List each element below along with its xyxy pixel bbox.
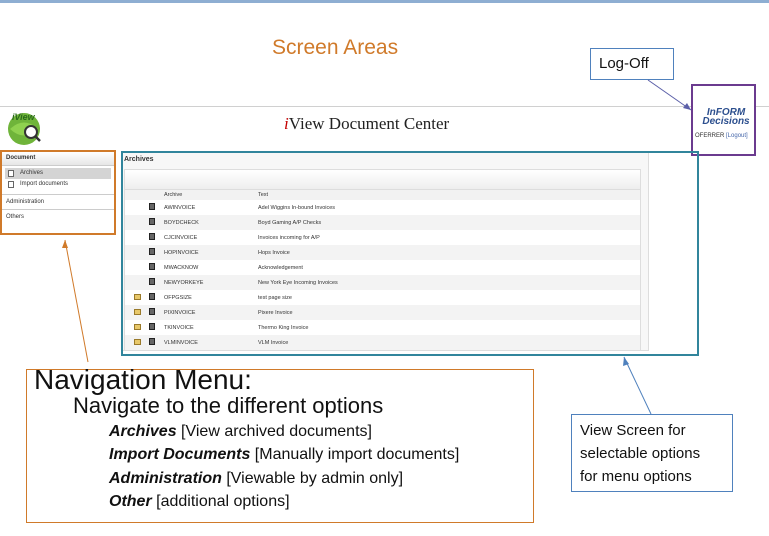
navigation-menu-title: Navigation Menu: [34, 364, 252, 395]
archive-name: PIXINVOICE [164, 305, 258, 320]
app-title-rest: View Document Center [288, 114, 450, 133]
archive-name: MWACKNOW [164, 264, 199, 271]
brand-line1: InFORM [706, 107, 746, 118]
navigation-menu-subtitle: Navigate to the different options [73, 393, 384, 418]
archive-name: AWINVOICE [164, 204, 196, 211]
archive-text: Adel Wiggins In-bound Invoices [258, 204, 336, 211]
nav-desc-archives [109, 423, 372, 441]
nav-desc-term: Administration [109, 470, 222, 487]
archive-text: Invoices incoming for A/P [258, 234, 320, 241]
view-callout-line1: View Screen for [580, 422, 686, 439]
archive-name: CJCINVOICE [164, 234, 198, 241]
view-screen-callout [571, 414, 733, 492]
column-header-archive[interactable]: Archive [164, 190, 258, 201]
archive-name: VLMINVOICE [164, 335, 258, 350]
archive-name: OFPGSIZE [164, 294, 192, 301]
nav-desc-import [109, 446, 459, 464]
archive-name: HOPINVOICE [164, 245, 258, 260]
brand-line2: Decisions [702, 116, 750, 127]
archive-text: Acknowledgement [258, 264, 303, 271]
logo-text: iView [12, 112, 35, 122]
logoff-arrow [648, 80, 691, 110]
nav-desc-text: [Viewable by admin only] [221, 470, 404, 487]
view-callout-line3: for menu options [580, 468, 692, 485]
sidebar-heading-document[interactable]: Document [2, 152, 114, 166]
archive-name: TKINVOICE [164, 324, 194, 331]
sidebar-section-others[interactable]: Others [2, 209, 114, 224]
archive-text: Thermo King Invoice [258, 324, 309, 331]
logoff-callout: Log-Off [590, 48, 674, 80]
archive-text: Boyd Gaming A/P Checks [258, 215, 640, 230]
archives-panel-title: Archives [124, 156, 154, 163]
archive-name: BOYDCHECK [164, 215, 258, 230]
sidebar-item-label: Import documents [20, 181, 69, 187]
nav-desc-administration [109, 470, 403, 488]
nav-desc-term: Archives [109, 423, 177, 440]
archive-name: NEWYORKEYE [164, 275, 258, 290]
nav-arrowhead [62, 240, 68, 248]
view-callout-line2: selectable options [580, 445, 701, 462]
logoff-arrowhead [683, 103, 691, 110]
nav-desc-text: [additional options] [151, 493, 290, 510]
nav-desc-term: Other [109, 493, 152, 510]
app-title-i: i [284, 114, 289, 133]
nav-desc-other [109, 493, 290, 511]
archive-text: Hops Invoice [258, 245, 640, 260]
column-header-text[interactable]: Text [258, 190, 640, 201]
nav-arrow [65, 240, 88, 362]
user-name: OFERRER [695, 133, 725, 139]
sidebar-section-administration[interactable]: Administration [2, 194, 114, 209]
logout-link[interactable]: [Logout] [726, 133, 748, 139]
nav-desc-term: Import Documents [109, 446, 251, 463]
view-arrow [624, 357, 651, 414]
archive-text: Pixere Invoice [258, 305, 640, 320]
archive-text: VLM Invoice [258, 335, 640, 350]
archive-text: New York Eye Incoming Invoices [258, 275, 640, 290]
sidebar-item-label: Archives [20, 170, 44, 176]
nav-desc-text: [View archived documents] [176, 423, 372, 440]
slide-title: Screen Areas [272, 36, 399, 59]
archive-text: test page size [258, 294, 292, 301]
nav-desc-text: [Manually import documents] [250, 446, 460, 463]
